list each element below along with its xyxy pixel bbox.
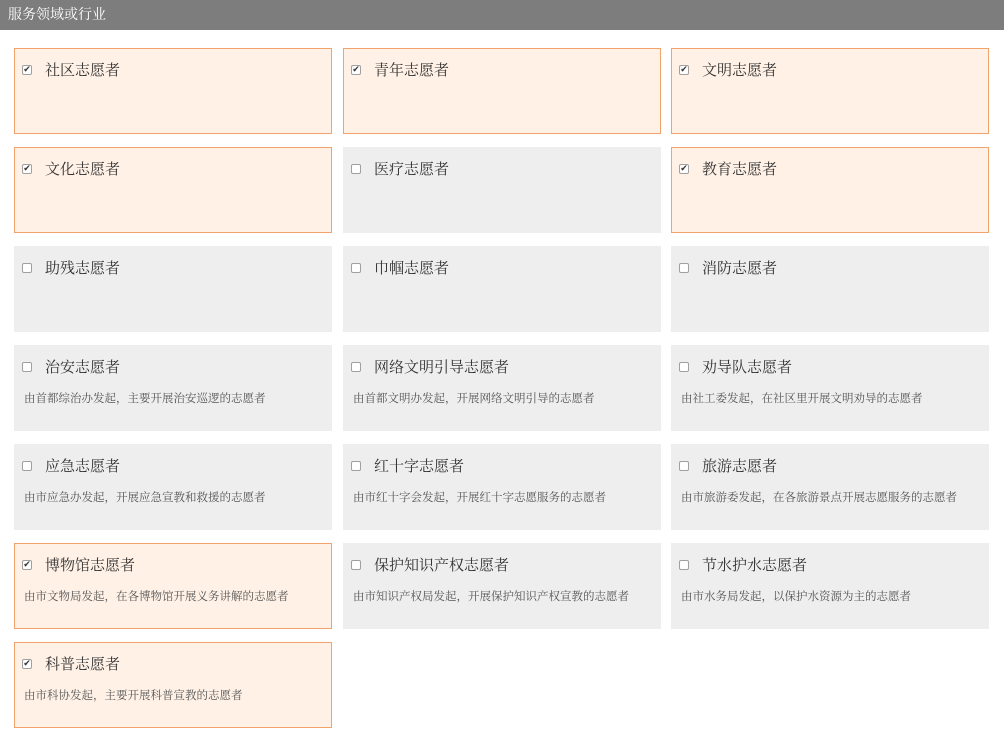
- option-card-tourism[interactable]: [671, 444, 989, 530]
- option-label: 节水护水志愿者: [702, 556, 808, 574]
- option-label: 文化志愿者: [45, 160, 121, 178]
- option-label: 治安志愿者: [45, 358, 121, 376]
- option-card-water-saving[interactable]: [671, 543, 989, 629]
- option-label: 博物馆志愿者: [45, 556, 136, 574]
- option-label: 旅游志愿者: [702, 457, 778, 475]
- option-card-internet-civility[interactable]: [343, 345, 661, 431]
- checkbox[interactable]: [679, 362, 689, 372]
- checkbox[interactable]: ✔: [680, 164, 688, 174]
- option-description: 由市水务局发起，以保护水资源为主的志愿者: [681, 589, 911, 603]
- checkbox[interactable]: [679, 263, 689, 273]
- option-card-red-cross[interactable]: [343, 444, 661, 530]
- checkbox[interactable]: [351, 461, 361, 471]
- checkbox[interactable]: [22, 461, 32, 471]
- option-card-women[interactable]: [343, 246, 661, 332]
- option-card-culture[interactable]: [14, 147, 332, 233]
- option-card-museum[interactable]: [14, 543, 332, 629]
- checkbox[interactable]: [351, 164, 361, 174]
- checkbox[interactable]: ✔: [23, 164, 31, 174]
- checkbox[interactable]: [679, 461, 689, 471]
- option-description: 由市知识产权局发起，开展保护知识产权宣教的志愿者: [353, 589, 629, 603]
- option-label: 网络文明引导志愿者: [374, 358, 510, 376]
- option-card-public-security[interactable]: [14, 345, 332, 431]
- option-card-community[interactable]: [14, 48, 332, 134]
- option-description: 由市文物局发起，在各博物馆开展义务讲解的志愿者: [24, 589, 289, 603]
- option-label: 社区志愿者: [45, 61, 121, 79]
- option-label: 巾帼志愿者: [374, 259, 450, 277]
- option-description: 由市科协发起，主要开展科普宣教的志愿者: [24, 688, 243, 702]
- option-label: 医疗志愿者: [374, 160, 450, 178]
- option-card-science-popularization[interactable]: [14, 642, 332, 728]
- option-card-persuasion-team[interactable]: [671, 345, 989, 431]
- checkbox[interactable]: ✔: [23, 659, 31, 669]
- option-card-education[interactable]: [671, 147, 989, 233]
- option-label: 科普志愿者: [45, 655, 121, 673]
- option-card-disability-aid[interactable]: [14, 246, 332, 332]
- option-card-emergency[interactable]: [14, 444, 332, 530]
- option-label: 保护知识产权志愿者: [374, 556, 510, 574]
- option-description: 由社工委发起，在社区里开展文明劝导的志愿者: [681, 391, 923, 405]
- section-header: [0, 0, 1004, 30]
- option-label: 应急志愿者: [45, 457, 121, 475]
- option-label: 红十字志愿者: [374, 457, 465, 475]
- checkbox[interactable]: ✔: [23, 65, 31, 75]
- option-description: 由首都文明办发起，开展网络文明引导的志愿者: [353, 391, 595, 405]
- option-label: 助残志愿者: [45, 259, 121, 277]
- option-label: 教育志愿者: [702, 160, 778, 178]
- checkbox[interactable]: [22, 263, 32, 273]
- checkbox[interactable]: ✔: [23, 560, 31, 570]
- checkbox[interactable]: [351, 263, 361, 273]
- option-description: 由市旅游委发起，在各旅游景点开展志愿服务的志愿者: [681, 490, 957, 504]
- option-label: 文明志愿者: [702, 61, 778, 79]
- checkbox[interactable]: [22, 362, 32, 372]
- option-card-youth[interactable]: [343, 48, 661, 134]
- option-label: 青年志愿者: [374, 61, 450, 79]
- option-card-civilization[interactable]: [671, 48, 989, 134]
- section-title: 服务领域或行业: [8, 7, 106, 23]
- checkbox[interactable]: ✔: [352, 65, 360, 75]
- option-description: 由首都综治办发起，主要开展治安巡逻的志愿者: [24, 391, 266, 405]
- option-description: 由市红十字会发起，开展红十字志愿服务的志愿者: [353, 490, 606, 504]
- checkbox[interactable]: [351, 560, 361, 570]
- option-card-fire-prevention[interactable]: [671, 246, 989, 332]
- option-description: 由市应急办发起，开展应急宣教和救援的志愿者: [24, 490, 266, 504]
- option-card-medical[interactable]: [343, 147, 661, 233]
- option-label: 劝导队志愿者: [702, 358, 793, 376]
- option-label: 消防志愿者: [702, 259, 778, 277]
- option-card-ip-protection[interactable]: [343, 543, 661, 629]
- service-field-grid: [0, 30, 1004, 732]
- checkbox[interactable]: [351, 362, 361, 372]
- checkbox[interactable]: ✔: [680, 65, 688, 75]
- checkbox[interactable]: [679, 560, 689, 570]
